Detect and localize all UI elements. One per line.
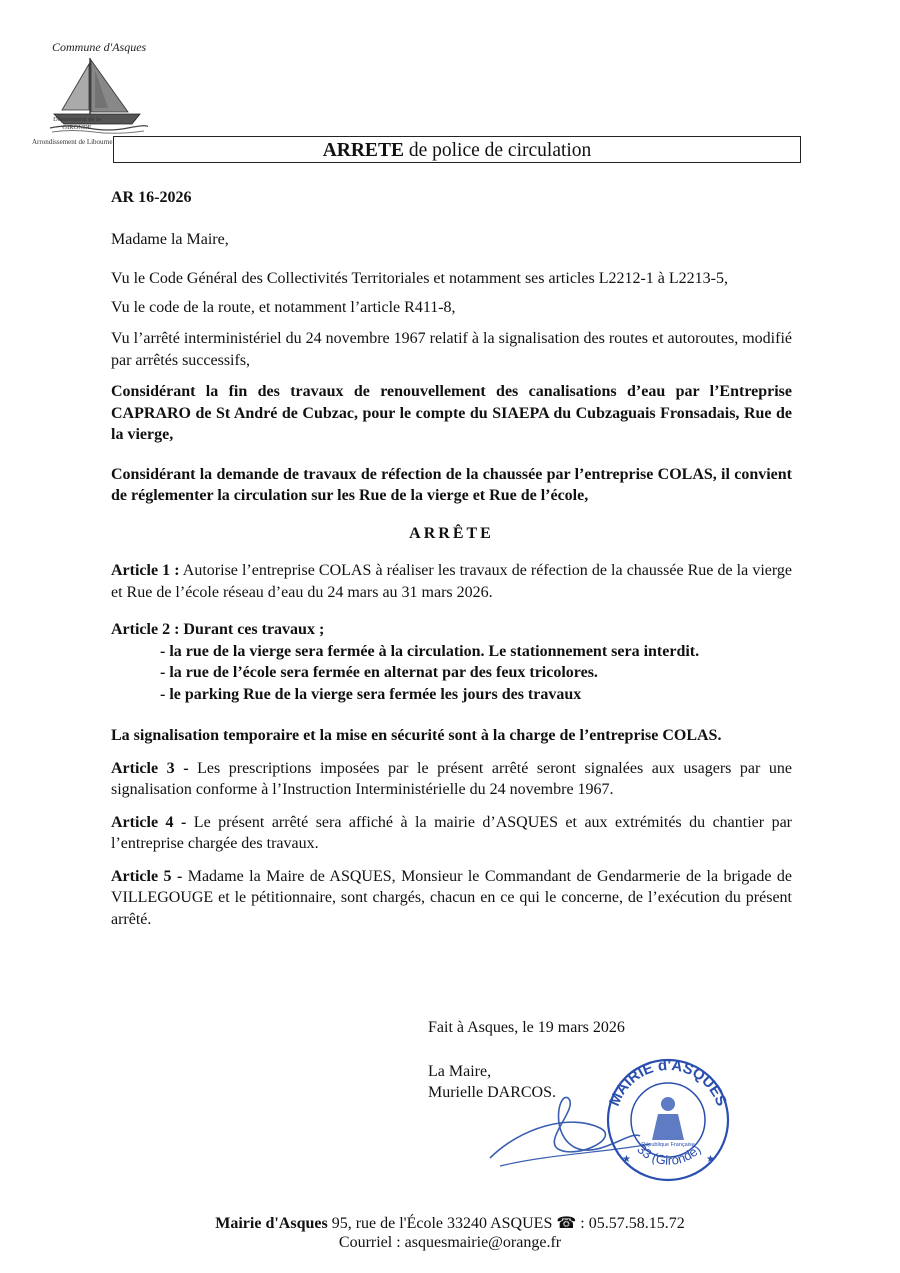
vu-arrete-1967: Vu l’arrêté interministériel du 24 novembre 1967 relatif à la signalisation des routes et autoroutes, modifié par arrêtés successifs,: [111, 330, 792, 369]
signatory-name: Murielle DARCOS.: [428, 1084, 556, 1101]
article-3-text: Les prescriptions imposées par le présent arrêté seront signalées aux usagers par une signalisation conforme à l’Instruction Interministérielle du 24 novembre 1967.: [111, 759, 793, 798]
footer-email: Courriel : asquesmairie@orange.fr: [338, 1234, 562, 1251]
footer-address-text: 95, rue de l'École 33240 ASQUES: [327, 1215, 557, 1232]
stamp-bottom-text: 33 (Gironde): [634, 1141, 704, 1168]
mairie-stamp: [480, 1058, 740, 1188]
article-4: [111, 812, 792, 855]
signatory-role: La Maire,: [428, 1063, 492, 1080]
considerant-2: Considérant la demande de travaux de réfection de la chaussée par l’entreprise COLAS, il convient de réglementer la circulation sur les Rue de la vierge et Rue de l’école,: [111, 465, 792, 504]
article-3: [111, 758, 792, 801]
document-body: [111, 187, 792, 930]
vu-code-route: Vu le code de la route, et notamment l’article R411-8,: [111, 298, 456, 316]
logo-departement: Département de la: [53, 116, 101, 123]
article-2-item: - la rue de l’école sera fermée en alternat par des feux tricolores.: [160, 664, 598, 681]
arrete-heading: ARRÊTE: [409, 524, 494, 542]
commune-logo: [22, 18, 147, 153]
salutation: Madame la Maire,: [111, 230, 229, 248]
title-rest: de police de circulation: [403, 140, 592, 161]
article-1-label: Article 1 :: [111, 562, 180, 579]
article-4-text: Le présent arrêté sera affiché à la mairie d’ASQUES et aux extrémités du chantier par l’entreprise chargée des travaux.: [111, 813, 792, 852]
document-title: [113, 136, 801, 163]
logo-gironde: GIRONDE: [62, 124, 92, 131]
phone-icon: ☎: [556, 1215, 577, 1232]
signalisation-note: La signalisation temporaire et la mise en sécurité sont à la charge de l’entreprise COLAS.: [111, 727, 722, 744]
article-1: [111, 560, 792, 603]
article-3-label: Article 3 -: [111, 759, 189, 777]
article-1-text: Autorise l’entreprise COLAS à réaliser les travaux de réfection de la chaussée Rue de la vierge et Rue de l’école réseau d’eau du 24 mars au 31 mars 2026.: [111, 562, 793, 601]
logo-arrondissement: Arrondissement de Libourne: [32, 138, 113, 146]
article-2-item: - le parking Rue de la vierge sera fermée les jours des travaux: [160, 685, 582, 703]
star-icon: ★: [622, 1154, 631, 1165]
article-5-label: Article 5 -: [111, 867, 183, 885]
article-2-label: Article 2 : Durant ces travaux ;: [111, 621, 325, 638]
article-5: [111, 866, 792, 931]
article-5-text: Madame la Maire de ASQUES, Monsieur le Commandant de Gendarmerie de la brigade de VILLEGOUGE et le pétitionnaire, sont chargés, chacun en ce qui le concerne, de l’exécution du présent arrêté.: [111, 867, 792, 928]
vu-cgct: Vu le Code Général des Collectivités Territoriales et notamment ses articles L2212-1 à L2213-5,: [111, 270, 728, 287]
logo-commune-name: Commune d'Asques: [52, 40, 147, 54]
footer-address: [0, 1213, 900, 1233]
title-arrete: ARRETE: [322, 140, 404, 161]
article-2-item: - la rue de la vierge sera fermée à la circulation. Le stationnement sera interdit.: [160, 642, 700, 660]
considerant-1: Considérant la fin des travaux de renouvellement des canalisations d’eau par l’Entreprise CAPRARO de St André de Cubzac, pour le compte du SIAEPA du Cubzaguais Fronsadais, Rue de la vierge,: [111, 383, 792, 443]
place-date: Fait à Asques, le 19 mars 2026: [428, 1019, 625, 1036]
stamp-small-text: République Française: [641, 1142, 695, 1148]
star-icon: ★: [706, 1154, 715, 1165]
footer-mairie-label: Mairie d'Asques: [215, 1215, 328, 1232]
footer-phone: : 05.57.58.15.72: [576, 1215, 685, 1232]
stamp-top-text: MAIRIE d'ASQUES: [605, 1058, 731, 1109]
marianne-icon: [652, 1097, 684, 1140]
article-4-label: Article 4 -: [111, 813, 187, 831]
reference-number: AR 16-2026: [111, 189, 192, 206]
